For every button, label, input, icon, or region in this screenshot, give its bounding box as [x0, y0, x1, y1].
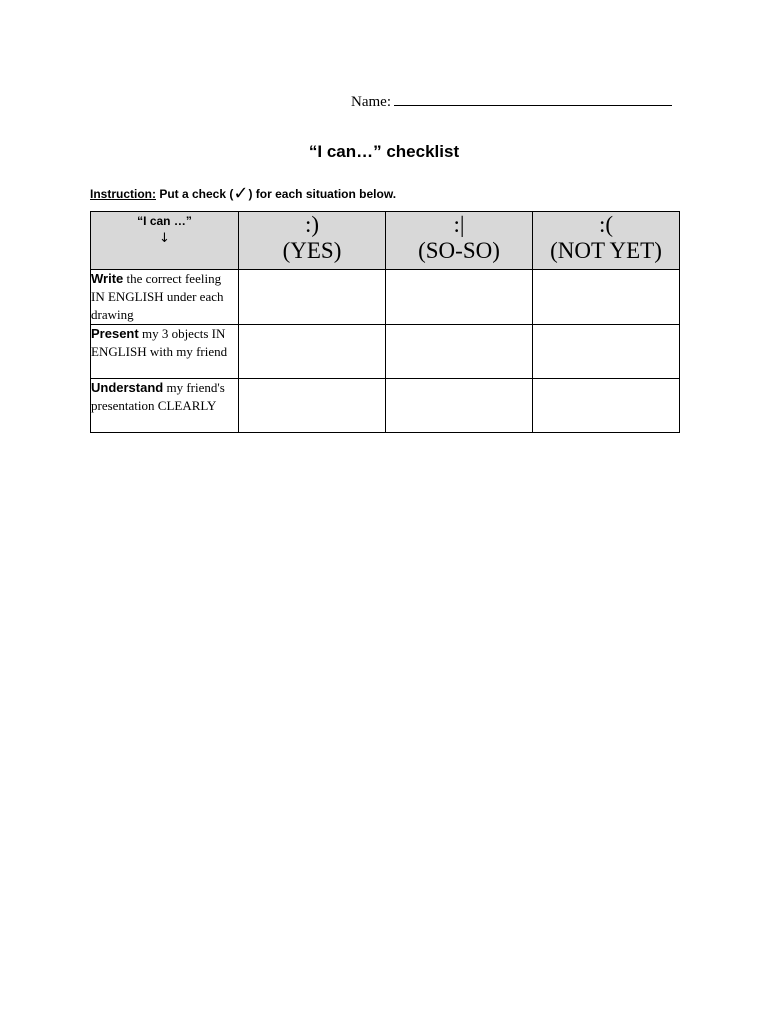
- name-blank-line[interactable]: [394, 92, 672, 106]
- row-verb: Understand: [91, 380, 164, 395]
- header-yes-label: (YES): [282, 238, 342, 263]
- header-i-can: [91, 212, 239, 270]
- instruction: [90, 183, 397, 204]
- header-not-yet: [533, 212, 680, 270]
- check-cell-so-so[interactable]: [386, 325, 533, 379]
- row-label-present: [91, 325, 239, 379]
- name-label: Name:: [351, 94, 391, 110]
- instruction-label: Instruction:: [90, 187, 156, 201]
- check-cell-so-so[interactable]: [386, 379, 533, 433]
- row-label-understand: [91, 379, 239, 433]
- check-cell-not-yet[interactable]: [533, 270, 680, 325]
- table-row: [91, 379, 680, 433]
- instruction-text-after: ) for each situation below.: [248, 187, 397, 201]
- header-so-so: [386, 212, 533, 270]
- header-yes-face: :): [304, 212, 320, 237]
- row-verb: Present: [91, 326, 139, 341]
- check-cell-yes[interactable]: [239, 270, 386, 325]
- check-cell-not-yet[interactable]: [533, 325, 680, 379]
- header-so-so-face: :|: [453, 212, 465, 237]
- check-cell-so-so[interactable]: [386, 270, 533, 325]
- header-not-yet-label: (NOT YET): [550, 238, 662, 263]
- table-row: [91, 270, 680, 325]
- check-cell-yes[interactable]: [239, 379, 386, 433]
- instruction-text-before: Put a check (: [156, 187, 234, 201]
- check-cell-not-yet[interactable]: [533, 379, 680, 433]
- row-text: the correct feeling IN ENGLISH under each drawing: [91, 271, 224, 322]
- check-mark-icon: ✓: [233, 183, 249, 204]
- header-so-so-label: (SO-SO): [418, 238, 500, 263]
- name-field: [351, 92, 672, 111]
- header-i-can-text: “I can …”: [137, 214, 192, 228]
- row-text: my 3 objects IN ENGLISH with my friend: [91, 326, 228, 359]
- header-row: [91, 212, 680, 270]
- page-title: “I can…” checklist: [308, 142, 460, 161]
- row-label-write: [91, 270, 239, 325]
- header-yes: [239, 212, 386, 270]
- check-cell-yes[interactable]: [239, 325, 386, 379]
- down-arrow-icon: ↓: [159, 231, 170, 246]
- row-text: my friend's presentation CLEARLY: [91, 380, 225, 413]
- header-not-yet-face: :(: [598, 212, 614, 237]
- row-verb: Write: [91, 271, 124, 286]
- table-row: [91, 325, 680, 379]
- checklist-table: [90, 211, 680, 433]
